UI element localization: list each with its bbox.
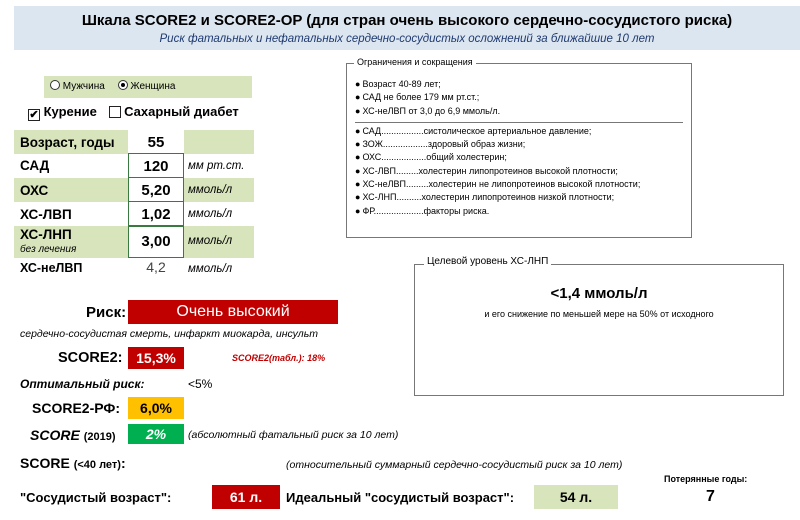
score2019-label-year: (2019) (83, 431, 116, 443)
nonhdl-unit: ммоль/л (188, 263, 233, 275)
abbrev-list (355, 125, 683, 218)
optimal-risk-value: <5% (188, 377, 213, 391)
tc-label: ОХС (20, 183, 49, 198)
score40-label-sub: (<40 лет) (73, 459, 121, 471)
risk-category-value: Очень высокий (128, 300, 338, 324)
age-label: Возраст, годы (20, 135, 115, 150)
score40-colon: : (120, 455, 126, 471)
vascular-age-value: 61 л. (212, 485, 280, 509)
ldl-input[interactable]: 3,00 (128, 226, 184, 258)
smoking-checkbox-item[interactable] (28, 104, 101, 119)
notes-box (346, 63, 692, 238)
smoking-checkbox[interactable]: ✔ (29, 109, 39, 121)
header-banner (14, 6, 800, 50)
nonhdl-value: 4,2 (146, 259, 166, 275)
risk-label: Риск: (86, 304, 127, 321)
score2rf-label: SCORE2-РФ: (32, 400, 120, 416)
diabetes-checkbox[interactable] (109, 106, 121, 118)
sbp-unit: мм рт.ст. (188, 160, 245, 172)
abbrev-item: ● ХС-ЛНП..........холестерин липопротеинов низкой плотности; (355, 192, 615, 203)
score40-label (20, 455, 126, 471)
hdl-unit: ммоль/л (188, 208, 233, 220)
score2-value: 15,3% (128, 347, 184, 369)
risk-factor-checkboxes (28, 104, 268, 121)
abbrev-item: ● ОХС..................общий холестерин; (355, 152, 507, 163)
limit-item: ● ХС-неЛВП от 3,0 до 6,9 ммоль/л. (355, 105, 501, 116)
smoking-label: Курение (43, 104, 97, 119)
hdl-label: ХС-ЛВП (20, 207, 72, 222)
sex-option-female[interactable] (118, 81, 176, 92)
score2019-value: 2% (128, 424, 184, 444)
nonhdl-label: ХС-неЛВП (20, 261, 83, 275)
target-ldl-value: <1,4 ммоль/л (550, 285, 648, 302)
limit-item: ● САД не более 179 мм рт.ст.; (355, 92, 480, 103)
ideal-vascular-age-value: 54 л. (534, 485, 618, 509)
ideal-vascular-age-label: Идеальный "сосудистый возраст": (286, 490, 515, 505)
vascular-age-label: "Сосудистый возраст": (20, 490, 172, 505)
score40-note: (относительный суммарный сердечно-сосудистый риск за 10 лет) (286, 459, 623, 471)
risk-description: сердечно-сосудистая смерть, инфаркт миокарда, инсульт (20, 328, 318, 340)
tc-input[interactable]: 5,20 (128, 177, 184, 202)
notes-divider (355, 122, 683, 123)
sex-male-label: Мужчина (62, 81, 105, 92)
age-input[interactable]: 55 (128, 130, 184, 154)
diabetes-checkbox-item[interactable] (109, 104, 239, 119)
diabetes-label: Сахарный диабет (124, 104, 239, 119)
score2rf-value: 6,0% (128, 397, 184, 419)
lost-years-value: 7 (706, 488, 715, 505)
ldl-sublabel: без лечения (20, 244, 77, 255)
sex-selector (44, 76, 252, 98)
limits-list (355, 78, 683, 118)
sbp-label: САД (20, 158, 50, 173)
hdl-input[interactable]: 1,02 (128, 201, 184, 226)
radio-female[interactable] (118, 80, 128, 90)
abbrev-item: ● САД.................систолическое артериальное давление; (355, 125, 592, 136)
score2019-label (30, 427, 115, 443)
sex-option-male[interactable] (50, 81, 108, 92)
page-title: Шкала SCORE2 и SCORE2-OP (для стран очень высокого сердечно-сосудистого риска) (81, 12, 733, 29)
abbrev-item: ● ХС-неЛВП.........холестерин не липопротеинов высокой плотности; (355, 179, 641, 190)
score2019-note: (абсолютный фатальный риск за 10 лет) (188, 429, 399, 441)
page-subtitle: Риск фатальных и нефатальных сердечно-сосудистых осложнений за ближайшие 10 лет (159, 33, 655, 45)
tc-unit: ммоль/л (188, 184, 233, 196)
abbrev-item: ● ФР....................факторы риска. (355, 205, 490, 216)
optimal-risk-label: Оптимальный риск: (20, 377, 145, 391)
radio-male[interactable] (50, 80, 60, 90)
score2019-label-text: SCORE (30, 427, 80, 443)
score40-label-text: SCORE (20, 455, 70, 471)
limit-item: ● Возраст 40-89 лет; (355, 79, 441, 89)
score2-table-note: SCORE2(табл.): 18% (232, 353, 326, 363)
abbrev-item: ● ЗОЖ..................здоровый образ жизни; (355, 139, 526, 150)
sex-female-label: Женщина (130, 81, 176, 92)
target-ldl-legend: Целевой уровень ХС-ЛНП (424, 256, 551, 267)
ldl-label: ХС-ЛНП (20, 227, 72, 242)
target-ldl-note: и его снижение по меньшей мере на 50% от исходного (484, 309, 714, 319)
lost-years-label: Потерянные годы: (664, 474, 748, 484)
abbrev-item: ● ХС-ЛВП.........холестерин липопротеинов высокой плотности; (355, 165, 618, 176)
score2-label: SCORE2: (58, 350, 123, 366)
sbp-input[interactable]: 120 (128, 153, 184, 178)
target-ldl-box (414, 264, 784, 396)
notes-legend: Ограничения и сокращения (354, 57, 476, 67)
ldl-unit: ммоль/л (188, 235, 233, 247)
